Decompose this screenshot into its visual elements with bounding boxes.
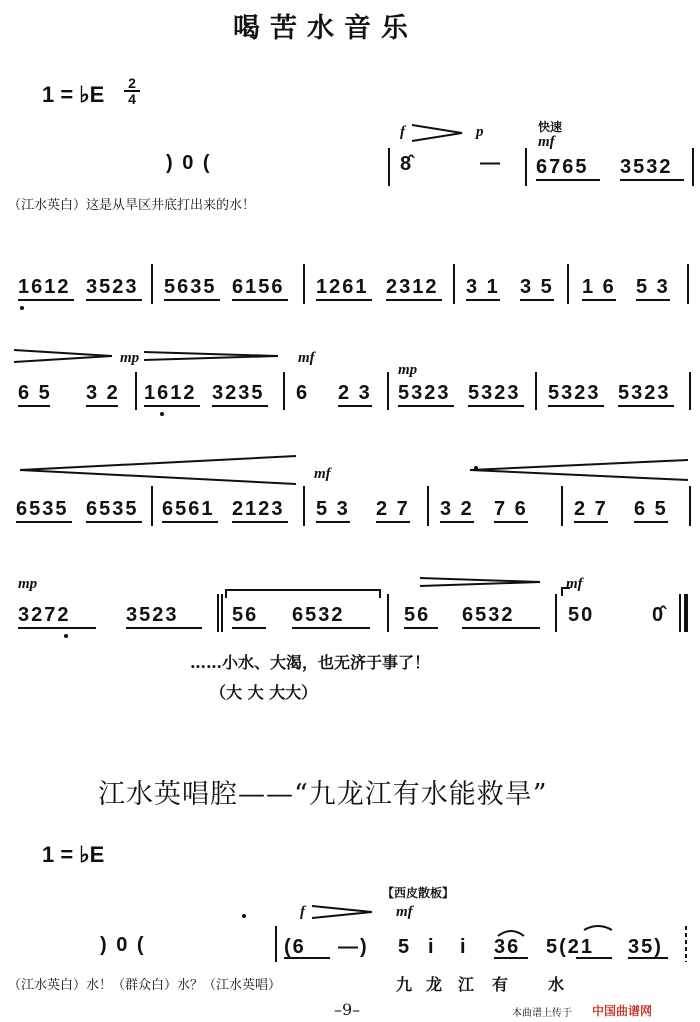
note-group: 6532 (292, 604, 345, 626)
slur (498, 931, 524, 936)
dynamic-mp: mp (120, 350, 140, 366)
note-group: 2 7 (574, 498, 608, 520)
dynamic-p: p (476, 124, 484, 140)
note: 5(21 (546, 936, 595, 958)
note-group: 3523 (86, 276, 139, 298)
dynamic-mf: mf (298, 350, 315, 366)
note-group: 1612 (18, 276, 71, 298)
intro-rest: ) 0 ( (100, 934, 146, 956)
note: i (460, 936, 468, 958)
dynamic-mp: mp (18, 576, 38, 592)
note-group: 6535 (86, 498, 139, 520)
dynamic-mp: mp (398, 362, 418, 378)
lyric-line: ……小水、大渴，也无济于事了！ (190, 653, 431, 672)
note-group: 5 3 (316, 498, 350, 520)
note-group: 3235 (212, 382, 265, 404)
note-group: 50 (568, 604, 595, 626)
slur (584, 926, 612, 930)
note-group: 1 6 (582, 276, 616, 298)
note-group: 5635 (164, 276, 217, 298)
note: 35) (628, 936, 663, 958)
hairpin (420, 578, 540, 586)
hairpin (412, 125, 462, 141)
note-group: 6 5 (18, 382, 52, 404)
intro-rest: ) 0 ( (166, 152, 212, 174)
speech-line: （江水英白）水！（群众白）水？（江水英唱） (8, 978, 282, 993)
watermark-logo: 中国曲谱网 (592, 1004, 653, 1018)
page-title: 喝苦水音乐 (233, 13, 418, 44)
note-group: 2 3 (338, 382, 372, 404)
hairpin (144, 352, 278, 360)
note-group: 2 7 (376, 498, 410, 520)
dynamic-mf: mf (566, 576, 583, 592)
lyric-char: 龙 (426, 975, 443, 994)
dynamic-mf: mf (396, 904, 413, 920)
lyric-char: 九 (396, 975, 413, 994)
note-group: 5323 (548, 382, 601, 404)
note-group: 6765 (536, 156, 589, 178)
note-group: 5323 (618, 382, 671, 404)
note: 36 (494, 936, 521, 958)
dash: — (480, 152, 502, 174)
volta-bracket (226, 590, 380, 598)
banshi-label: 【西皮散板】 (382, 886, 455, 900)
note-group: 6532 (462, 604, 515, 626)
hairpin (312, 906, 372, 918)
note-group: 6561 (162, 498, 215, 520)
section-title: 江水英唱腔——“九龙江有水能救旱” (98, 779, 548, 810)
note-group: 3272 (18, 604, 71, 626)
note: (6 (284, 936, 306, 958)
note-group: 6 (296, 382, 310, 404)
note-group: 6 5 (634, 498, 668, 520)
lyric-char: 江 (458, 975, 475, 994)
watermark-text: 本曲谱上传于 (512, 1008, 572, 1019)
note-group: 6535 (16, 498, 69, 520)
note: i (428, 936, 436, 958)
lyric-char: 有 (492, 975, 509, 994)
key-signature: 1 = ♭E (42, 82, 105, 107)
dynamic-mf: mf (314, 466, 331, 482)
note: 5 (398, 936, 412, 958)
note-group: 3 5 (520, 276, 554, 298)
note-group: 1612 (144, 382, 197, 404)
note-group: 7 6 (494, 498, 528, 520)
dynamic-f: f (300, 904, 305, 920)
note-group: 56 (404, 604, 431, 626)
note-group: 56 (232, 604, 259, 626)
note-group: 2312 (386, 276, 439, 298)
hairpin (20, 456, 296, 484)
note-group: 5323 (398, 382, 451, 404)
percussion-line: （大 大 大大） (210, 683, 318, 702)
time-signature: 2 4 (124, 76, 140, 106)
tempo-marking: 快速 (538, 120, 563, 134)
note-group: 1261 (316, 276, 369, 298)
fermata-note: 8̂ (400, 153, 414, 175)
page-number: –9– (334, 1000, 361, 1019)
dynamic-mf: mf (538, 134, 555, 150)
dialogue: （江水英白）这是从旱区井底打出来的水！ (8, 198, 256, 213)
note: —) (338, 936, 369, 958)
note-group: 3523 (126, 604, 179, 626)
note-group: 0̂ (652, 604, 666, 626)
note-group: 3 1 (466, 276, 500, 298)
note-group: 6156 (232, 276, 285, 298)
key-signature: 1 = ♭E (42, 842, 105, 867)
lyric-char: 水 (548, 975, 565, 994)
dynamic-f: f (400, 124, 405, 140)
note-group: 3532 (620, 156, 673, 178)
note-group: 5 3 (636, 276, 670, 298)
note-group: 3 2 (440, 498, 474, 520)
volta-bracket (562, 588, 570, 596)
hairpin (470, 460, 688, 480)
note-group: 2123 (232, 498, 285, 520)
hairpin (14, 350, 112, 362)
note-group: 5323 (468, 382, 521, 404)
note-group: 3 2 (86, 382, 120, 404)
